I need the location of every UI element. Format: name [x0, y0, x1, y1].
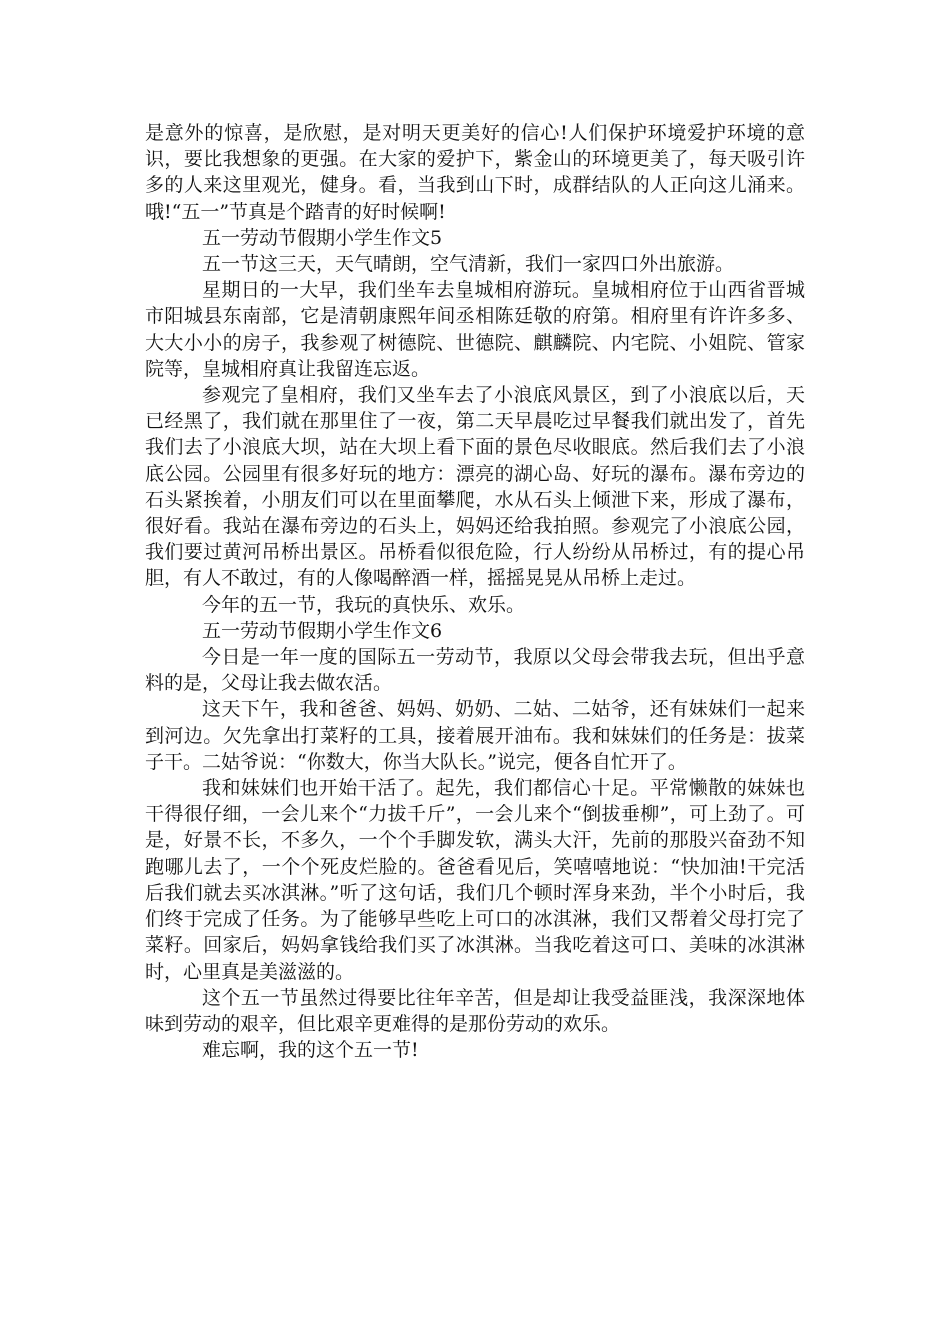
section-heading: 五一劳动节假期小学生作文6: [202, 619, 443, 642]
paragraph: 五一节这三天，天气晴朗，空气清新，我们一家四口外出旅游。: [202, 253, 735, 276]
section-heading: 五一劳动节假期小学生作文5: [202, 226, 443, 249]
paragraph: 难忘啊，我的这个五一节!: [202, 1039, 419, 1062]
paragraph: 是意外的惊喜，是欣慰，是对明天更美好的信心!人们保护环境爱护环境的意识，要比我想象的更强。在大家的爱护下，紫金山的环境更美了，每天吸引许多的人来这里观光，健身。看，当我到山下时，成群结队的人正向这儿涌来。哦!“五一”节真是个踏青的好时候啊!: [145, 122, 805, 223]
paragraph: 我和妹妹们也开始干活了。起先，我们都信心十足。平常懒散的妹妹也干得很仔细，一会儿来个“力拔千斤”，一会儿来个“倒拔垂柳”，可上劲了。可是，好景不长，不多久，一个个手脚发软，满头大汗，先前的那股兴奋劲不知跑哪儿去了，一个个死皮烂脸的。爸爸看见后，笑嘻嘻地说：“快加油!干完活后我们就去买冰淇淋。”听了这句话，我们几个顿时浑身来劲，半个小时后，我们终于完成了任务。为了能够早些吃上可口的冰淇淋，我们又帮着父母打完了菜籽。回家后，妈妈拿钱给我们买了冰淇淋。当我吃着这可口、美味的冰淇淋时，心里真是美滋滋的。: [145, 777, 805, 983]
paragraph: 星期日的一大早，我们坐车去皇城相府游玩。皇城相府位于山西省晋城市阳城县东南部，它是清朝康熙年间丞相陈廷敬的府第。相府里有许许多多、大大小小的房子，我参观了树德院、世德院、麒麟院、内宅院、小姐院、管家院等，皇城相府真让我留连忘返。: [145, 279, 805, 380]
document-body: [145, 120, 805, 1063]
paragraph: 这个五一节虽然过得要比往年辛苦，但是却让我受益匪浅，我深深地体味到劳动的艰辛，但比艰辛更难得的是那份劳动的欢乐。: [145, 986, 805, 1035]
paragraph: 参观完了皇相府，我们又坐车去了小浪底风景区，到了小浪底以后，天已经黑了，我们就在那里住了一夜，第二天早晨吃过早餐我们就出发了，首先我们去了小浪底大坝，站在大坝上看下面的景色尽收眼底。然后我们去了小浪底公园。公园里有很多好玩的地方：漂亮的湖心岛、好玩的瀑布。瀑布旁边的石头紧挨着，小朋友们可以在里面攀爬，水从石头上倾泄下来，形成了瀑布，很好看。我站在瀑布旁边的石头上，妈妈还给我拍照。参观完了小浪底公园，我们要过黄河吊桥出景区。吊桥看似很危险，行人纷纷从吊桥过，有的提心吊胆，有人不敢过，有的人像喝醉酒一样，摇摇晃晃从吊桥上走过。: [145, 384, 805, 590]
paragraph: 这天下午，我和爸爸、妈妈、奶奶、二姑、二姑爷，还有妹妹们一起来到河边。欠先拿出打菜籽的工具，接着展开油布。我和妹妹们的任务是：拔菜子干。二姑爷说：“你数大，你当大队长。”说完，便各自忙开了。: [145, 698, 805, 773]
paragraph: 今日是一年一度的国际五一劳动节，我原以父母会带我去玩，但出乎意料的是，父母让我去做农活。: [145, 646, 805, 695]
paragraph: 今年的五一节，我玩的真快乐、欢乐。: [202, 593, 526, 616]
